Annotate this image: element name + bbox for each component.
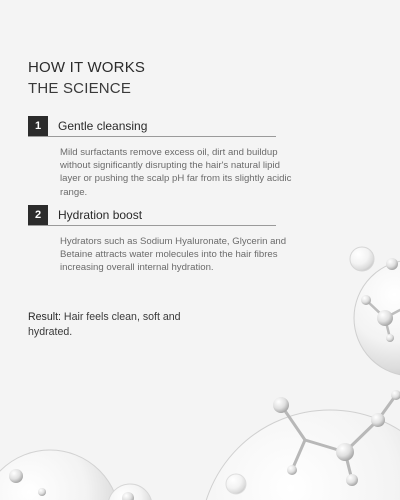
step-header xyxy=(28,205,276,226)
step-description: Hydrators such as Sodium Hyaluronate, Glycerin and Betaine attracts water molecules into the hair fibres increasing overall internal hydration. xyxy=(60,236,287,274)
bubble-faint xyxy=(226,474,246,494)
step-2 xyxy=(28,205,287,275)
heading xyxy=(28,59,145,97)
step-header xyxy=(28,116,276,137)
step-number-badge: 1 xyxy=(28,116,48,136)
step-title: Hydration boost xyxy=(58,208,143,222)
bubble-small xyxy=(350,247,374,271)
page-title: HOW IT WORKS xyxy=(28,59,146,76)
step-number-badge: 2 xyxy=(28,205,48,225)
step-description: Mild surfactants remove excess oil, dirt and buildup without significantly disrupting the hair's natural lipid layer or pushing the scalp pH far from its slightly acidic range. xyxy=(60,147,292,198)
result-summary xyxy=(28,310,188,340)
step-1 xyxy=(28,116,292,199)
page-subtitle: THE SCIENCE xyxy=(28,80,132,97)
result-text: Hair feels clean, soft and hydrated. xyxy=(28,311,181,338)
step-title: Gentle cleansing xyxy=(58,119,148,133)
result-label: Result: xyxy=(28,311,61,323)
